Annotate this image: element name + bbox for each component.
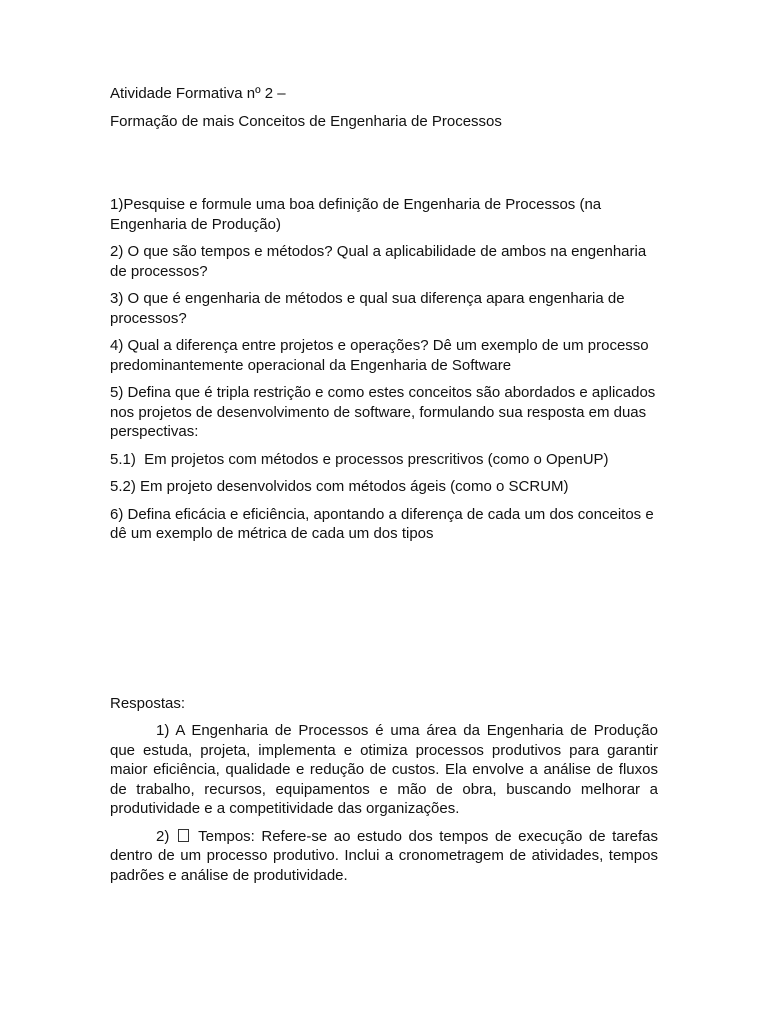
question-1: 1)Pesquise e formule uma boa definição de Engenharia de Processos (na Engenharia de Produção) xyxy=(110,196,602,233)
question-2: 2) O que são tempos e métodos? Qual a aplicabilidade de ambos na engenharia de processos? xyxy=(110,243,647,280)
document-content xyxy=(110,84,658,893)
question-6: 6) Defina eficácia e eficiência, apontando a diferença de cada um dos conceitos e dê um exemplo de métrica de cada um dos tipos xyxy=(110,505,654,542)
missing-glyph-bullet-icon xyxy=(178,829,189,842)
question-4: 4) Qual a diferença entre projetos e operações? Dê um exemplo de um processo predominantemente operacional da Engenharia de Software xyxy=(110,337,649,374)
answers-heading: Respostas: xyxy=(110,694,186,712)
spacer xyxy=(110,552,658,694)
answer-2-number: 2) xyxy=(156,827,170,845)
question-5: 5) Defina que é tripla restrição e como estes conceitos são abordados e aplicados nos projetos de desenvolvimento de software, formulando sua resposta em duas perspectivas: xyxy=(110,384,656,440)
answer-1: 1) A Engenharia de Processos é uma área da Engenharia de Produção que estuda, projeta, implementa e otimiza processos produtivos para garantir maior eficiência, qualidade e redução de custos. Ela envolve a análise de fluxos de trabalho, recursos, equipamentos e mão de obra, buscando melhorar a produtividade e a competitividade das organizações. xyxy=(110,722,658,817)
question-3: 3) O que é engenharia de métodos e qual sua diferença apara engenharia de processos? xyxy=(110,290,625,327)
answer-2 xyxy=(110,827,658,886)
answer-2-text: Tempos: Refere-se ao estudo dos tempos de execução de tarefas dentro de um processo produtivo. Inclui a cronometragem de atividades, tempos padrões e análise de produtividade. xyxy=(110,827,658,884)
question-5-2: 5.2) Em projeto desenvolvidos com métodos ágeis (como o SCRUM) xyxy=(110,478,569,495)
question-5-1: 5.1) Em projetos com métodos e processos prescritivos (como o OpenUP) xyxy=(110,450,609,468)
document-title: Atividade Formativa nº 2 – xyxy=(110,85,286,102)
document-subtitle: Formação de mais Conceitos de Engenharia de Processos xyxy=(110,112,502,130)
spacer xyxy=(110,139,658,195)
